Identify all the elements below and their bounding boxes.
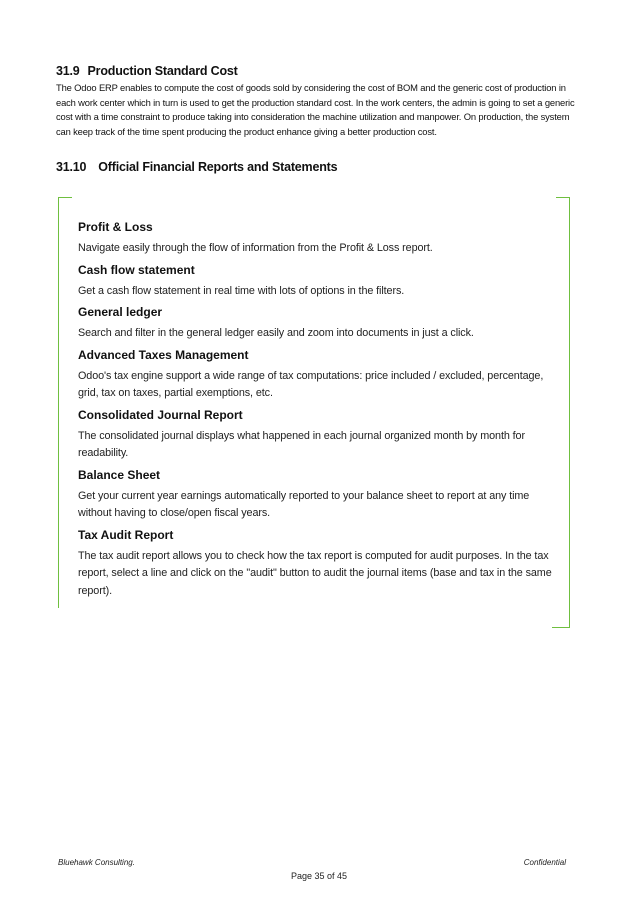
section-title: Official Financial Reports and Statements (98, 160, 338, 174)
section-heading-production-standard-cost (56, 64, 238, 78)
feature-title: Tax Audit Report (78, 527, 174, 542)
footer-confidential: Confidential (523, 858, 566, 867)
frame-corner (556, 197, 570, 198)
section-title: Production Standard Cost (87, 64, 238, 78)
feature-description: The consolidated journal displays what happened in each journal organized month by month for readability. (78, 429, 525, 459)
frame-corner (552, 627, 570, 628)
feature-list (78, 220, 552, 605)
frame-corner (58, 197, 72, 198)
feature-item (78, 348, 552, 403)
feature-description: Navigate easily through the flow of information from the Profit & Loss report. (78, 242, 433, 254)
frame-left-edge (58, 197, 59, 608)
section-paragraph: The Odoo ERP enables to compute the cost of goods sold by considering the cost of BOM and the generic cost of production in each work center which in turn is used to get the production standard cost. In the work centers, the admin is going to set a generic cost with a time constraint to produce taking into consideration the machine utilization and manpower. On production, the system can keep track of the time spent producing the product enhance giving a better production cost. (56, 82, 575, 137)
feature-item (78, 263, 552, 301)
feature-item (78, 220, 552, 258)
feature-description: Search and filter in the general ledger easily and zoom into documents in just a click. (78, 327, 474, 339)
feature-item (78, 468, 552, 523)
feature-description: Get your current year earnings automatically reported to your balance sheet to report at any time without having to close/open fiscal years. (78, 489, 530, 519)
section-number: 31.9 (56, 64, 80, 78)
feature-title: General ledger (78, 305, 163, 319)
feature-description: Get a cash flow statement in real time with lots of options in the filters. (78, 284, 405, 297)
feature-title: Balance Sheet (78, 467, 161, 482)
feature-item (78, 305, 552, 343)
feature-title: Profit & Loss (78, 220, 153, 234)
section-heading-financial-reports (56, 160, 337, 174)
frame-right-edge (569, 197, 570, 628)
feature-title: Consolidated Journal Report (78, 407, 243, 422)
feature-description: Odoo's tax engine support a wide range of tax computations: price included / excluded, percentage, grid, tax on taxes, partial exemptions, etc. (78, 369, 544, 399)
feature-title: Cash flow statement (78, 262, 195, 277)
section-number: 31.10 (56, 160, 87, 174)
feature-title: Advanced Taxes Management (78, 347, 249, 362)
footer-company: Bluehawk Consulting. (58, 858, 135, 867)
feature-item (78, 528, 552, 601)
feature-description: The tax audit report allows you to check how the tax report is computed for audit purposes. In the tax report, select a line and click on the "audit" button to audit the journal items (base and tax in the same report). (78, 549, 552, 597)
page-number: Page 35 of 45 (290, 871, 348, 881)
feature-item (78, 408, 552, 463)
